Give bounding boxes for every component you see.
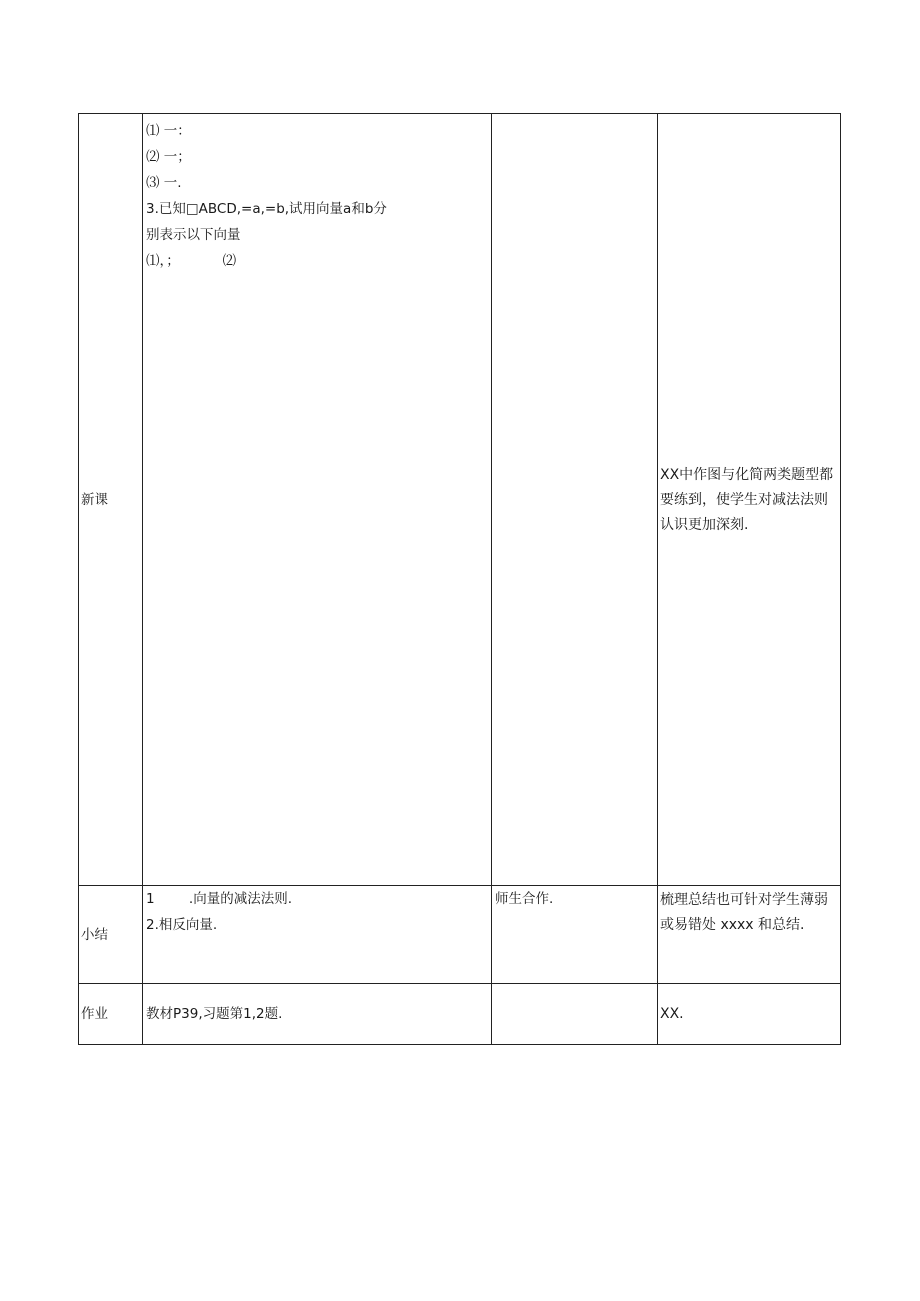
row-label-summary: 小结 (79, 886, 143, 984)
row-label-homework: 作业 (79, 984, 143, 1045)
design-intent-text: XX中作图与化简两类题型都要练到，使学生对减法法则认识更加深刻. (660, 467, 834, 533)
new-lesson-activity-cell (492, 114, 658, 886)
content-line: ⑴ 一： (146, 123, 191, 139)
content-line: 别表示以下向量 (146, 227, 241, 243)
homework-text: 教材P39,习题第1,2题. (146, 1006, 283, 1022)
design-intent-text: 梳理总结也可针对学生薄弱或易错处 xxxx 和总结. (660, 892, 828, 933)
summary-content-cell (143, 886, 492, 984)
content-line: ⑴，； ⑵ (146, 253, 237, 269)
table-row-homework (79, 984, 841, 1045)
content-line: 2.相反向量. (146, 917, 218, 933)
table-row-new-lesson (79, 114, 841, 886)
content-line: ⑶ 一. (146, 175, 182, 191)
new-lesson-content-cell (143, 114, 492, 886)
table-row-summary (79, 886, 841, 984)
homework-content-cell (143, 984, 492, 1045)
summary-activity-cell (492, 886, 658, 984)
row-label-new-lesson: 新课 (79, 114, 143, 886)
content-line: 1 .向量的减法法则. (146, 891, 293, 907)
homework-activity-cell (492, 984, 658, 1045)
lesson-plan-table (78, 113, 841, 1045)
content-line: ⑵ 一； (146, 149, 191, 165)
activity-text: 师生合作. (495, 891, 554, 907)
design-intent-text: XX. (660, 1005, 684, 1022)
new-lesson-intent-cell (658, 114, 841, 886)
summary-intent-cell (658, 886, 841, 984)
homework-intent-cell (658, 984, 841, 1045)
content-line: 3.已知□ABCD,=a,=b,试用向量a和b分 (146, 201, 387, 217)
